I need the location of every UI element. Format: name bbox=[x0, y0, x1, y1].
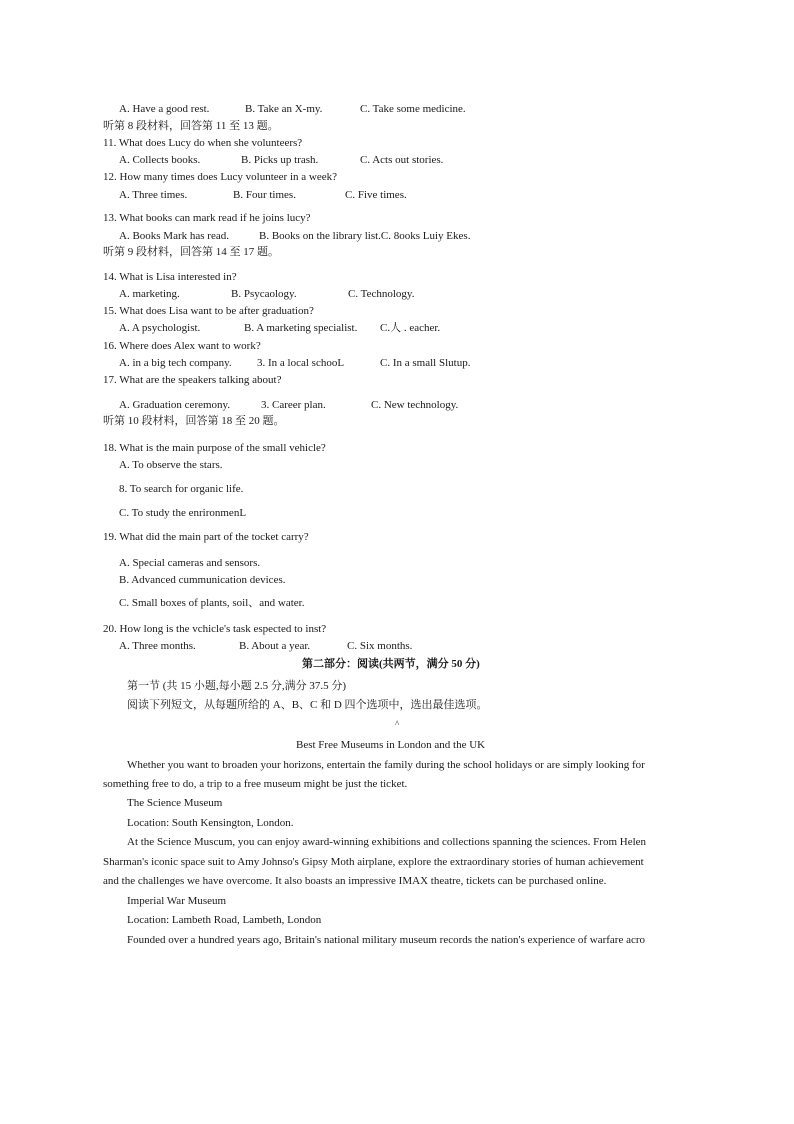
passage-intro-line-1: Whether you want to broaden your horizons, entertain the family during the school holidays or are simply looking for bbox=[127, 759, 645, 771]
q14-option-b[interactable]: B. Psycaology. bbox=[231, 288, 297, 300]
q14-option-c[interactable]: C. Technology. bbox=[348, 288, 415, 300]
museum-2-location: Location: Lambeth Road, Lambeth, London bbox=[127, 914, 322, 926]
q17-option-c[interactable]: C. New technology. bbox=[371, 399, 459, 411]
section-10-instruction: 听第 10 段材料，回答第 18 至 20 题。 bbox=[103, 415, 285, 427]
question-14: 14. What is Lisa interested in? bbox=[103, 271, 237, 283]
q16-option-a[interactable]: A. in a big tech company. bbox=[119, 357, 232, 369]
q18-option-b[interactable]: 8. To search for organic life. bbox=[119, 483, 244, 495]
section-8-instruction: 听第 8 段材料，回答第 11 至 13 题。 bbox=[103, 120, 279, 132]
museum-1-desc-line-1: At the Science Muscum, you can enjoy award-winning exhibitions and collections spanning the sciences. From Helen bbox=[127, 836, 647, 848]
q19-option-c[interactable]: C. Small boxes of plants, soil、and water. bbox=[119, 597, 305, 609]
section-1-title: 第一节 (共 15 小题,每小题 2.5 分,满分 37.5 分) bbox=[127, 680, 347, 692]
question-16: 16. Where does Alex want to work? bbox=[103, 340, 261, 352]
q12-option-a[interactable]: A. Three times. bbox=[119, 189, 188, 201]
q15-option-b[interactable]: B. A marketing specialist. bbox=[244, 322, 358, 334]
q17-option-b[interactable]: 3. Career plan. bbox=[261, 399, 326, 411]
q15-option-a[interactable]: A. A psychologist. bbox=[119, 322, 201, 334]
museum-1-desc-line-3: and the challenges we have overcome. It also boasts an impressive IMAX theatre, tickets can be purchased online. bbox=[103, 875, 607, 887]
museum-1-location: Location: South Kensington, London. bbox=[127, 817, 294, 829]
q19-option-a[interactable]: A. Special cameras and sensors. bbox=[119, 557, 261, 569]
q16-option-b[interactable]: 3. In a local schooL bbox=[257, 357, 345, 369]
passage-title: Best Free Museums in London and the UK bbox=[296, 739, 486, 751]
q12-option-c[interactable]: C. Five times. bbox=[345, 189, 407, 201]
q10-option-a[interactable]: A. Have a good rest. bbox=[119, 103, 210, 115]
q14-option-a[interactable]: A. marketing. bbox=[119, 288, 180, 300]
museum-2-desc-line-1: Founded over a hundred years ago, Britain's national military museum records the nation's experience of warfare acro bbox=[127, 934, 646, 946]
caret-mark: ^ bbox=[395, 719, 400, 729]
section-9-instruction: 听第 9 段材料，回答第 14 至 17 题。 bbox=[103, 246, 279, 258]
q15-option-c[interactable]: C.人 . eacher. bbox=[380, 322, 441, 334]
q11-option-c[interactable]: C. Acts out stories. bbox=[360, 154, 444, 166]
q11-option-b[interactable]: B. Picks up trash. bbox=[241, 154, 319, 166]
q13-option-a[interactable]: A. Books Mark has read. bbox=[119, 230, 229, 242]
question-17: 17. What are the speakers talking about? bbox=[103, 374, 282, 386]
question-20: 20. How long is the vchicle's task espected to inst? bbox=[103, 623, 327, 635]
q20-option-a[interactable]: A. Three months. bbox=[119, 640, 196, 652]
question-19: 19. What did the main part of the tocket carry? bbox=[103, 531, 309, 543]
q17-option-a[interactable]: A. Graduation ceremony. bbox=[119, 399, 231, 411]
question-15: 15. What does Lisa want to be after graduation? bbox=[103, 305, 314, 317]
q20-option-c[interactable]: C. Six months. bbox=[347, 640, 413, 652]
question-11: 11. What does Lucy do when she volunteers? bbox=[103, 137, 303, 149]
question-18: 18. What is the main purpose of the small vehicle? bbox=[103, 442, 326, 454]
q18-option-c[interactable]: C. To study the enrironmenL bbox=[119, 507, 247, 519]
q11-option-a[interactable]: A. Collects books. bbox=[119, 154, 201, 166]
q12-option-b[interactable]: B. Four times. bbox=[233, 189, 296, 201]
museum-1-name: The Science Museum bbox=[127, 797, 223, 809]
passage-intro-line-2: something free to do, a trip to a free museum might be just the ticket. bbox=[103, 778, 408, 790]
q19-option-b[interactable]: B. Advanced cummunication devices. bbox=[119, 574, 286, 586]
question-12: 12. How many times does Lucy volunteer in a week? bbox=[103, 171, 337, 183]
q16-option-c[interactable]: C. In a small Slutup. bbox=[380, 357, 471, 369]
q13-option-b-c[interactable]: B. Books on the library list.C. 8ooks Luiy Ekes. bbox=[259, 230, 471, 242]
q10-option-b[interactable]: B. Take an X-my. bbox=[245, 103, 323, 115]
q20-option-b[interactable]: B. About a year. bbox=[239, 640, 311, 652]
question-13: 13. What books can mark read if he joins lucy? bbox=[103, 212, 311, 224]
q10-option-c[interactable]: C. Take some medicine. bbox=[360, 103, 466, 115]
museum-2-name: Imperial War Museum bbox=[127, 895, 227, 907]
section-1-instruction: 阅读下列短文，从每题所给的 A、B、C 和 D 四个选项中，选出最佳选项。 bbox=[127, 699, 488, 711]
museum-1-desc-line-2: Sharman's iconic space suit to Amy Johnso's Gipsy Moth airplane, explore the extraordinary stories of human achievement bbox=[103, 856, 644, 868]
part-2-title: 第二部分：阅读(共两节，满分 50 分) bbox=[302, 658, 480, 670]
q18-option-a[interactable]: A. To observe the stars. bbox=[119, 459, 223, 471]
